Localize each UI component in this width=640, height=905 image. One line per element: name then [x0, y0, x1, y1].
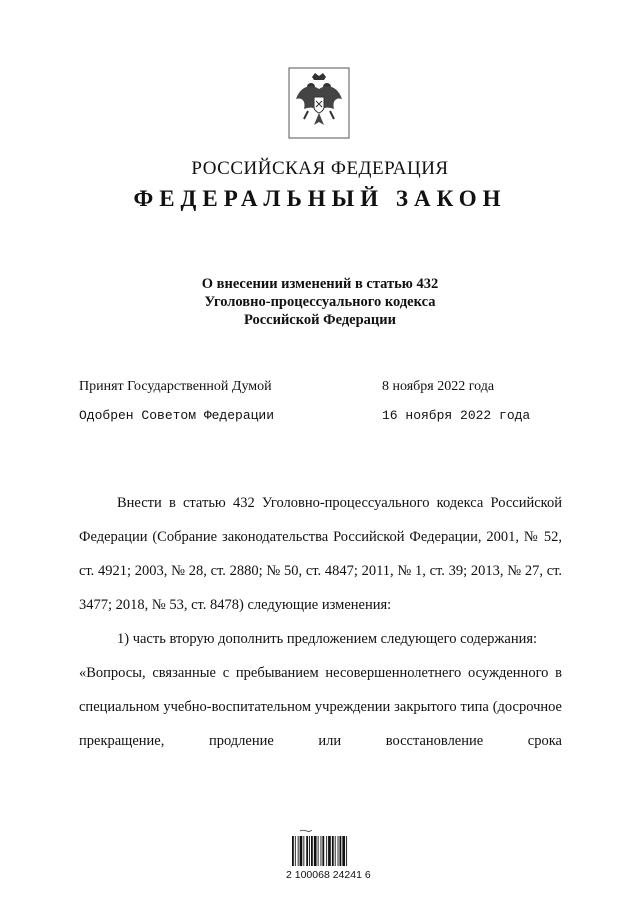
law-title-line: О внесении изменений в статью 432 [201, 276, 439, 292]
barcode-number: 2 100068 24241 6 [286, 869, 371, 881]
adopted-by-duma-date: 8 ноября 2022 года [382, 379, 495, 394]
law-title-line: Уголовно-процессуального кодекса [204, 294, 436, 310]
law-body [79, 486, 562, 758]
body-paragraph: Внести в статью 432 Уголовно-процессуального кодекса Российской Федерации (Собрание законодательства Российской Федерации, 2001, № 52, ст. 4921; 2003, № 28, ст. 2880; № 50, ст. 4847; 2011, № 1, ст. 39; 2013, № 27, ст. 3477; 2018, № 53, ст. 8478) следующие изменения: [79, 495, 562, 613]
law-title [0, 275, 640, 329]
body-paragraph: «Вопросы, связанные с пребыванием несовершеннолетнего осужденного в специальном учебно-воспитательном учреждении закрытого типа (досрочное прекращение, продление или восстановление срока [79, 665, 562, 749]
coat-of-arms-icon [288, 67, 350, 139]
law-type-heading: ФЕДЕРАЛЬНЫЙ ЗАКОН [133, 186, 507, 211]
country-heading: РОССИЙСКАЯ ФЕДЕРАЦИЯ [191, 158, 449, 179]
approved-by-council-date: 16 ноября 2022 года [382, 408, 531, 423]
law-title-line: Российской Федерации [243, 312, 396, 328]
body-paragraph: 1) часть вторую дополнить предложением следующего содержания: [117, 631, 538, 647]
approved-by-council-label: Одобрен Советом Федерации [79, 408, 275, 423]
adopted-by-duma-label: Принят Государственной Думой [79, 379, 272, 394]
